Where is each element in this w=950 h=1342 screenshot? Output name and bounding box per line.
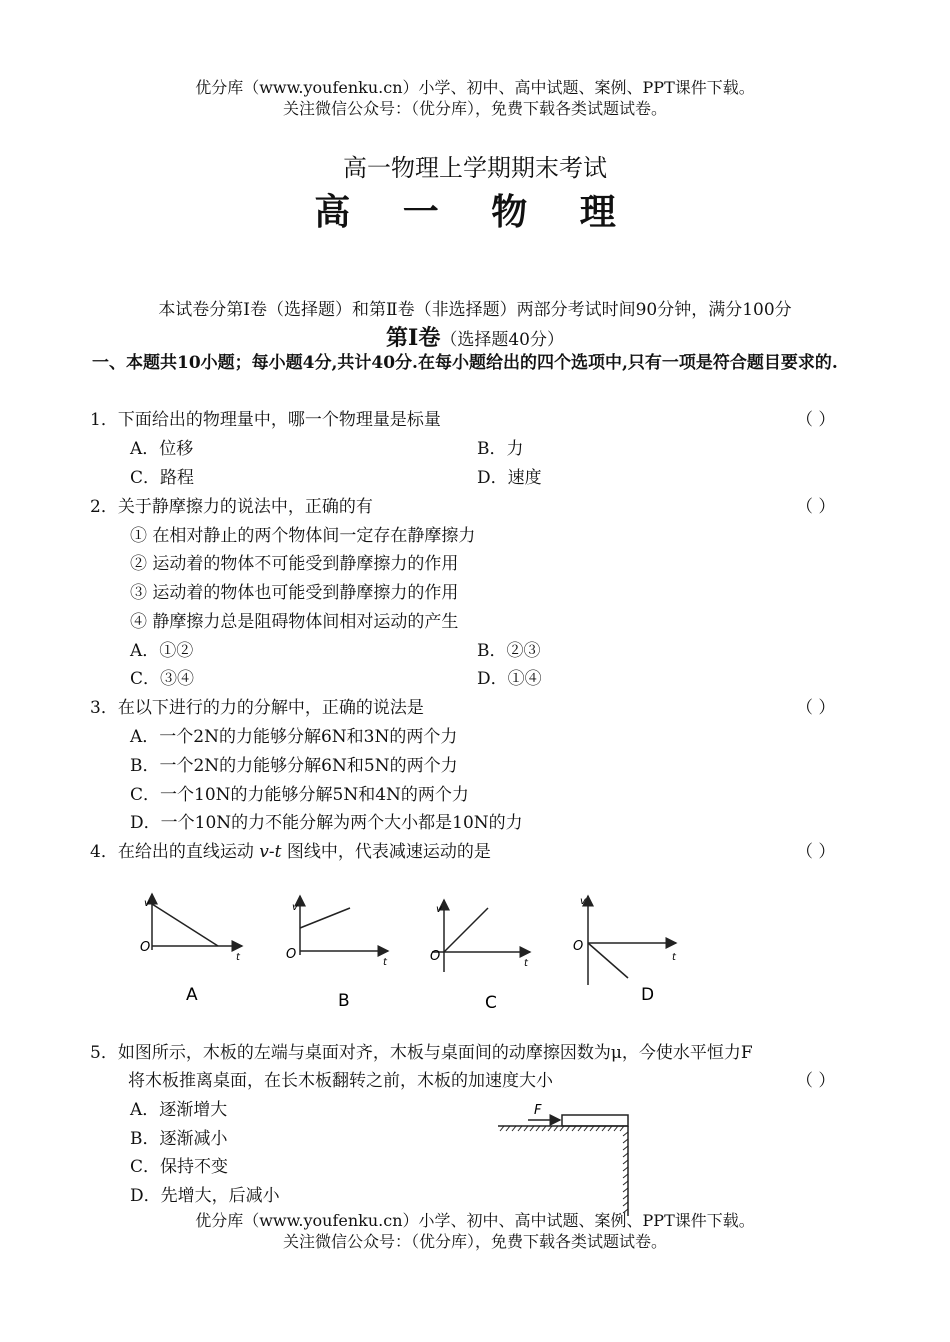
q4-graph-c-line <box>444 908 488 952</box>
q2-stem: 2．关于静摩擦力的说法中，正确的有 <box>90 497 373 517</box>
q4-graph-b-o: O <box>286 947 297 962</box>
q3-option-d: D．一个10N的力不能分解为两个大小都是10N的力 <box>130 813 523 833</box>
q2-statement-4: ④ 静摩擦力总是阻碍物体间相对运动的产生 <box>130 612 459 632</box>
q3-option-a: A．一个2N的力能够分解6N和3N的两个力 <box>130 727 458 747</box>
q1-option-a: A．位移 <box>130 439 194 459</box>
part-1-heading <box>0 321 950 352</box>
q1-option-c: C．路程 <box>130 468 195 488</box>
q2-option-b: B．②③ <box>477 641 541 661</box>
q4-graph-a-line <box>152 904 218 946</box>
q4-graph-c-t: t <box>524 958 528 969</box>
q4-stem: 4．在给出的直线运动 v-t 图线中，代表减速运动的是 <box>90 842 491 862</box>
header-line-2: 关注微信公众号：（优分库），免费下载各类试题试卷。 <box>282 99 667 118</box>
q4-graph-c-o: O <box>430 949 441 964</box>
q4-answer-paren: （ ） <box>796 842 836 862</box>
footer-line-1: 优分库（www.youfenku.cn）小学、初中、高中试题、案例、PPT课件下载。 <box>195 1211 755 1230</box>
q4-graph-d-o: O <box>573 939 584 954</box>
q4-graph-a-t: t <box>236 952 240 963</box>
q4-vt-graphs <box>120 880 700 1015</box>
q4-graph-c-label: C <box>485 993 497 1013</box>
q1-answer-paren: （ ） <box>796 410 836 430</box>
q5-force-label: F <box>534 1103 542 1118</box>
q5-option-b: B．逐渐减小 <box>130 1129 228 1149</box>
part-1-title: 第Ⅰ卷 <box>386 325 441 351</box>
q5-board <box>562 1115 628 1126</box>
q4-graph-b-line <box>300 908 350 928</box>
q1-option-d: D．速度 <box>477 468 542 488</box>
q3-stem: 3．在以下进行的力的分解中，正确的说法是 <box>90 698 424 718</box>
q4-graph-a-o: O <box>140 940 151 955</box>
q5-answer-paren: （ ） <box>796 1071 836 1091</box>
q4-graph-b-v: v <box>292 902 298 913</box>
q5-table-hatching <box>500 1126 628 1213</box>
q2-statement-1: ① 在相对静止的两个物体间一定存在静摩擦力 <box>130 526 476 546</box>
q1-option-b: B．力 <box>477 439 524 459</box>
q1-stem: 1．下面给出的物理量中，哪一个物理量是标量 <box>90 410 441 430</box>
part-1-note: （选择题40分） <box>440 330 564 350</box>
q5-option-a: A．逐渐增大 <box>130 1100 228 1120</box>
q4-graph-b <box>286 896 388 1011</box>
q4-graph-a-label: A <box>186 985 198 1005</box>
footer-line-2: 关注微信公众号：（优分库），免费下载各类试题试卷。 <box>282 1232 667 1251</box>
exam-intro: 本试卷分第Ⅰ卷（选择题）和第Ⅱ卷（非选择题）两部分考试时间90分钟，满分100分 <box>158 300 792 320</box>
q2-answer-paren: （ ） <box>796 497 836 517</box>
q4-graph-c-v: v <box>436 904 442 915</box>
q3-answer-paren: （ ） <box>796 698 836 718</box>
q3-option-c: C．一个10N的力能够分解5N和4N的两个力 <box>130 785 469 805</box>
q2-option-a: A．①② <box>130 641 194 661</box>
q2-option-d: D．①④ <box>477 669 542 689</box>
q5-board-diagram <box>490 1098 640 1218</box>
q4-graph-d-line <box>588 943 628 978</box>
exam-subtitle: 高一物理上学期期末考试 <box>343 154 607 182</box>
q5-option-d: D．先增大，后减小 <box>130 1186 280 1206</box>
q4-graph-a <box>140 894 242 1005</box>
q4-graph-d-label: D <box>641 985 655 1005</box>
q4-graph-b-label: B <box>338 991 350 1011</box>
q4-graph-a-v: v <box>144 898 150 909</box>
q3-option-b: B．一个2N的力能够分解6N和5N的两个力 <box>130 756 458 776</box>
q4-graph-d-t: t <box>672 952 676 963</box>
q2-statement-3: ③ 运动着的物体也可能受到静摩擦力的作用 <box>130 583 459 603</box>
q5-stem-line-2: 将木板推离桌面，在长木板翻转之前，木板的加速度大小 <box>128 1071 553 1091</box>
q2-statement-2: ② 运动着的物体不可能受到静摩擦力的作用 <box>130 554 459 574</box>
q4-graph-d <box>573 896 677 1005</box>
q5-stem-line-1: 5．如图所示，木板的左端与桌面对齐，木板与桌面间的动摩擦因数为μ，今使水平恒力F <box>90 1043 753 1063</box>
q2-option-c: C．③④ <box>130 669 195 689</box>
header-line-1: 优分库（www.youfenku.cn）小学、初中、高中试题、案例、PPT课件下载。 <box>195 78 755 97</box>
q4-graph-b-t: t <box>383 957 387 968</box>
exam-title: 高 一 物 理 <box>314 191 636 233</box>
q4-graph-d-v: v <box>580 896 586 907</box>
q5-option-c: C．保持不变 <box>130 1157 229 1177</box>
section-1-instructions: 一、本题共10小题；每小题4分,共计40分.在每小题给出的四个选项中,只有一项是符合题目要求的. <box>92 353 838 373</box>
q4-graph-c <box>430 900 530 1013</box>
